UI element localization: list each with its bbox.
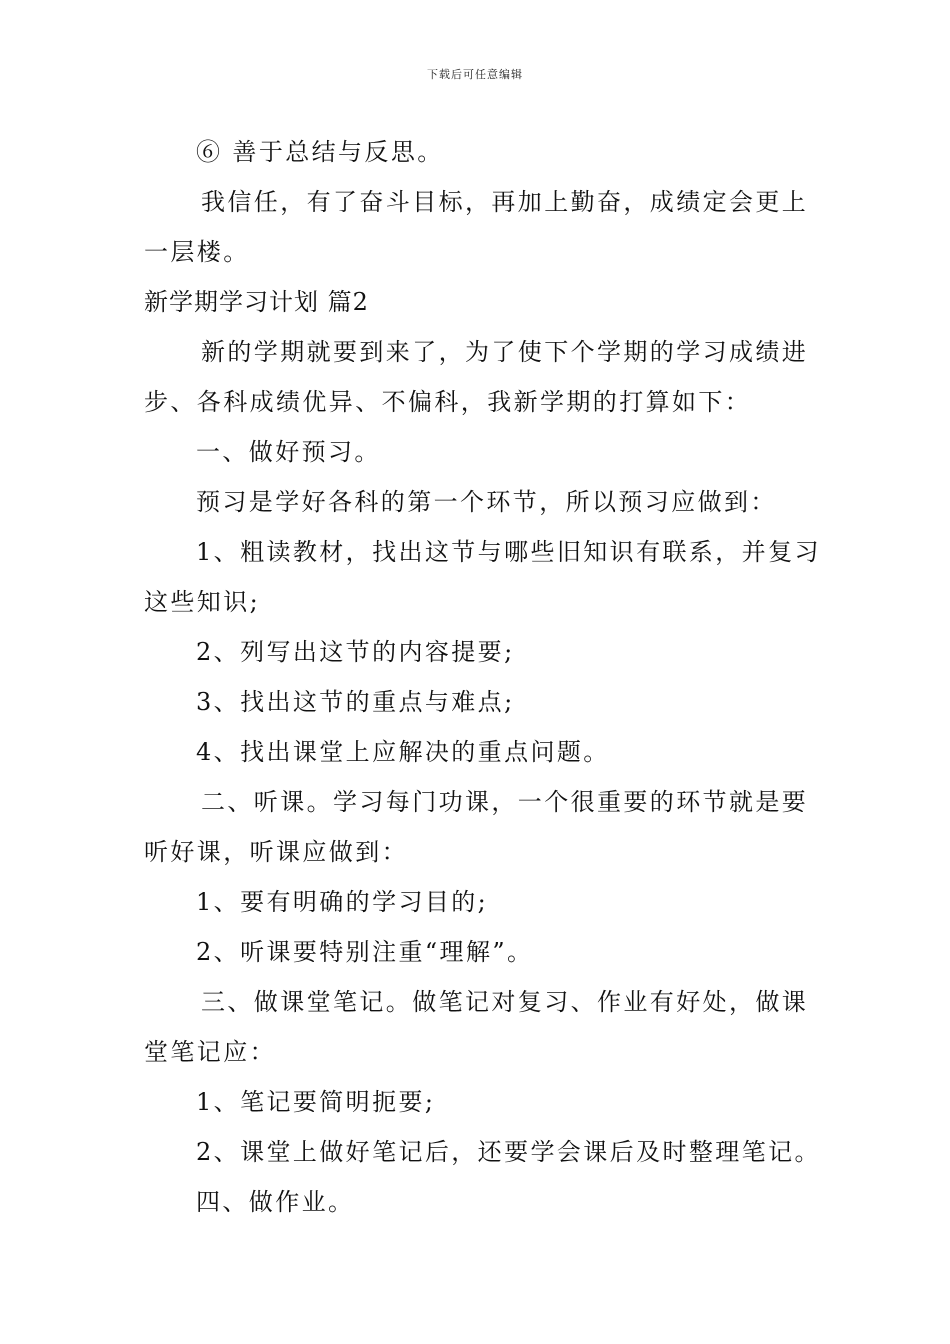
- paragraph-line: 我信任，有了奋斗目标，再加上勤奋，成绩定会更上: [201, 188, 809, 216]
- paragraph-line: 2、列写出这节的内容提要;: [196, 638, 515, 666]
- paragraph-line: 4、找出课堂上应解决的重点问题。: [196, 738, 610, 766]
- paragraph-line: 二、听课。学习每门功课，一个很重要的环节就是要: [201, 788, 809, 816]
- document-body: [144, 127, 821, 1227]
- paragraph-line: 堂笔记应：: [144, 1038, 276, 1066]
- paragraph-line: 3、找出这节的重点与难点;: [196, 688, 515, 716]
- section-heading: 新学期学习计划 篇2: [144, 288, 369, 316]
- header-note: 下载后可任意编辑: [427, 68, 523, 81]
- paragraph-line: 1、笔记要简明扼要;: [196, 1088, 436, 1116]
- paragraph-line: 新的学期就要到来了，为了使下个学期的学习成绩进: [201, 338, 809, 366]
- paragraph-line: 四、做作业。: [196, 1188, 355, 1216]
- paragraph-line: 2、听课要特别注重“理解”。: [196, 938, 534, 966]
- paragraph-line: 1、要有明确的学习目的;: [196, 888, 489, 916]
- paragraph-line: 听好课，听课应做到：: [144, 838, 408, 866]
- paragraph-line: 2、课堂上做好笔记后，还要学会课后及时整理笔记。: [196, 1138, 821, 1166]
- paragraph-line: 步、各科成绩优异、不偏科，我新学期的打算如下：: [144, 388, 752, 416]
- paragraph-line: ⑥ 善于总结与反思。: [196, 138, 444, 166]
- paragraph-line: 这些知识;: [144, 588, 261, 616]
- paragraph-line: 一层楼。: [144, 238, 250, 266]
- paragraph-line: 三、做课堂笔记。做笔记对复习、作业有好处，做课: [201, 988, 809, 1016]
- paragraph-line: 1、粗读教材，找出这节与哪些旧知识有联系，并复习: [196, 538, 821, 566]
- paragraph-line: 一、做好预习。: [196, 438, 381, 466]
- paragraph-line: 预习是学好各科的第一个环节，所以预习应做到：: [196, 488, 777, 516]
